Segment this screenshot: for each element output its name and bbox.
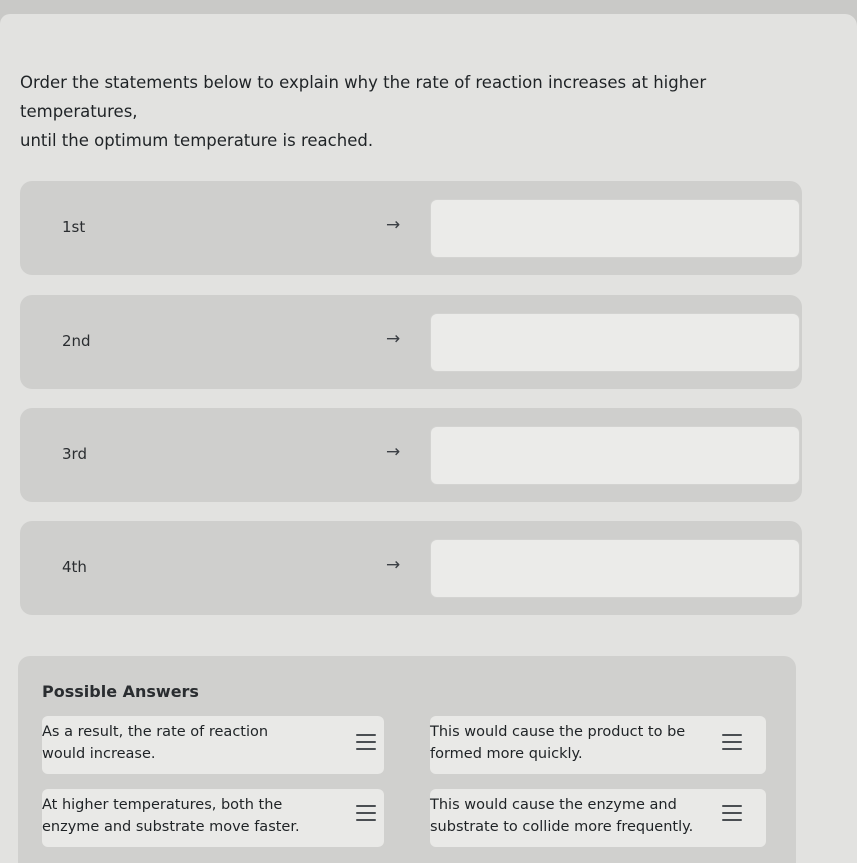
answer-text xyxy=(42,794,300,838)
drag-handle-icon[interactable] xyxy=(722,734,742,750)
answer-line: This would cause the product to be xyxy=(430,724,686,740)
answer-text xyxy=(430,721,685,765)
slot-row-2nd xyxy=(20,295,802,389)
answer-card-1[interactable] xyxy=(42,716,384,774)
answer-line: This would cause the enzyme and xyxy=(430,797,677,813)
answer-line: would increase. xyxy=(42,746,156,762)
slot-label: 4th xyxy=(62,558,87,576)
question-text xyxy=(20,68,820,155)
arrow-right-icon: → xyxy=(386,215,401,235)
slot-row-1st xyxy=(20,181,802,275)
answer-line: substrate to collide more frequently. xyxy=(430,819,694,835)
answer-card-4[interactable] xyxy=(430,789,766,847)
answer-line: formed more quickly. xyxy=(430,746,583,762)
arrow-right-icon: → xyxy=(386,555,401,575)
question-line-1: Order the statements below to explain why the rate of reaction increases at higher temperatures, xyxy=(20,73,707,121)
answer-line: As a result, the rate of reaction xyxy=(42,724,269,740)
drop-zone-1st[interactable] xyxy=(430,199,800,258)
drop-zone-4th[interactable] xyxy=(430,539,800,598)
arrow-right-icon: → xyxy=(386,329,401,349)
arrow-right-icon: → xyxy=(386,442,401,462)
answer-card-3[interactable] xyxy=(42,789,384,847)
slot-row-3rd xyxy=(20,408,802,502)
answer-line: At higher temperatures, both the xyxy=(42,797,283,813)
possible-answers-panel xyxy=(18,656,796,863)
answer-line: enzyme and substrate move faster. xyxy=(42,819,300,835)
answer-text xyxy=(430,794,693,838)
slot-label: 3rd xyxy=(62,445,87,463)
slot-label: 2nd xyxy=(62,332,91,350)
answer-card-2[interactable] xyxy=(430,716,766,774)
drag-handle-icon[interactable] xyxy=(722,805,742,821)
drop-zone-2nd[interactable] xyxy=(430,313,800,372)
question-line-2: until the optimum temperature is reached. xyxy=(20,131,374,150)
slot-label: 1st xyxy=(62,218,86,236)
drag-handle-icon[interactable] xyxy=(356,805,376,821)
possible-answers-title: Possible Answers xyxy=(42,682,199,701)
answer-text xyxy=(42,721,268,765)
drag-handle-icon[interactable] xyxy=(356,734,376,750)
slot-row-4th xyxy=(20,521,802,615)
drop-zone-3rd[interactable] xyxy=(430,426,800,485)
